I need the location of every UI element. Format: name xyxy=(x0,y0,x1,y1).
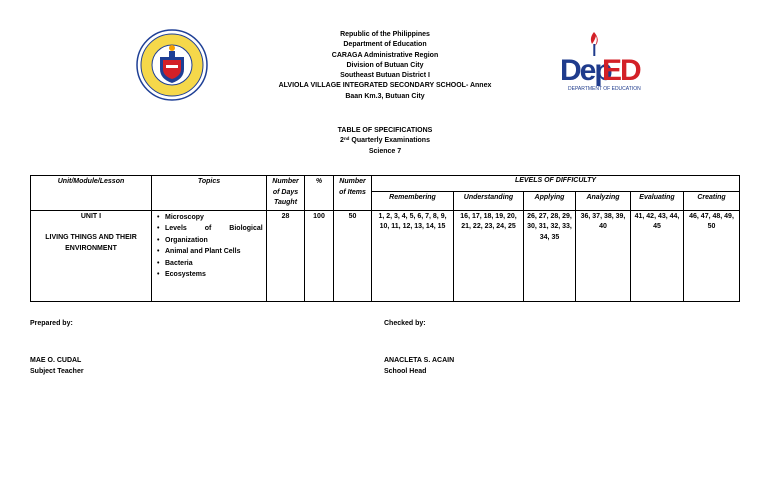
header-line-region: CARAGA Administrative Region xyxy=(331,51,439,59)
topic-levels-text: Levels of Biological xyxy=(165,225,263,232)
unit-title-line1: LIVING THINGS AND THEIR xyxy=(45,234,137,241)
deped-logo xyxy=(558,28,641,98)
col-topics-header: Topics xyxy=(152,176,267,211)
col-remembering-header: Remembering xyxy=(372,191,454,210)
title-quarter xyxy=(230,136,540,146)
col-percent-header: % xyxy=(305,176,334,211)
svg-text:Dep: Dep xyxy=(560,54,611,87)
days-cell: 28 xyxy=(267,210,305,301)
topics-list xyxy=(154,212,264,281)
list-item-continued: • Organization xyxy=(157,235,264,247)
items-cell: 50 xyxy=(334,210,372,301)
analyzing-cell: 36, 37, 38, 39, 40 xyxy=(576,210,631,301)
col-understanding-header: Understanding xyxy=(454,191,524,210)
col-unit-header: Unit/Module/Lesson xyxy=(31,176,152,211)
list-item: • Ecosystems xyxy=(157,269,264,281)
unit-title-line2: ENVIRONMENT xyxy=(65,244,117,252)
applying-cell: 26, 27, 28, 29, 30, 31, 32, 33, 34, 35 xyxy=(524,210,576,301)
title-tos: TABLE OF SPECIFICATIONS xyxy=(337,127,433,134)
header-line-address: Baan Km.3, Butuan City xyxy=(345,92,425,100)
list-item: • Animal and Plant Cells xyxy=(157,246,264,258)
list-item: • Bacteria xyxy=(157,258,264,270)
header-row-1 xyxy=(31,176,740,192)
list-item xyxy=(157,223,264,235)
levels-header: LEVELS OF DIFFICULTY xyxy=(372,176,740,192)
col-items-header xyxy=(334,176,372,211)
topics-cell xyxy=(152,210,267,301)
items-header-line1: Number xyxy=(339,178,366,185)
percent-cell: 100 xyxy=(305,210,334,301)
days-header-line3: Taught xyxy=(273,199,298,206)
header-line-department: Department of Education xyxy=(343,41,427,49)
col-days-header xyxy=(267,176,305,211)
list-item: • Microscopy xyxy=(157,212,264,224)
col-evaluating-header: Evaluating xyxy=(631,191,684,210)
preparer-name: MAE O. CUDAL xyxy=(30,357,82,364)
items-header-line2: of Items xyxy=(339,188,366,196)
header-line-division: Division of Butuan City xyxy=(346,61,424,69)
table-row xyxy=(31,210,740,301)
deped-seal-logo xyxy=(136,29,208,101)
unit-cell xyxy=(31,210,152,301)
days-header-line1: Number xyxy=(272,178,299,185)
document-title xyxy=(230,126,540,157)
understanding-cell: 16, 17, 18, 19, 20, 21, 22, 23, 24, 25 xyxy=(454,210,524,301)
header-line-district: Southeast Butuan District I xyxy=(340,72,430,80)
svg-text:DEPARTMENT OF EDUCATION: DEPARTMENT OF EDUCATION xyxy=(568,86,641,92)
checker-title: School Head xyxy=(384,368,427,375)
quarter-text: Quarterly Examinations xyxy=(349,137,430,145)
col-applying-header: Applying xyxy=(524,191,576,210)
checked-by-label: Checked by: xyxy=(384,320,426,327)
col-creating-header: Creating xyxy=(684,191,740,210)
days-header-line2: of Days xyxy=(272,188,299,196)
header-line-republic: Republic of the Philippines xyxy=(340,31,430,38)
svg-text:ED: ED xyxy=(602,54,640,87)
specifications-table xyxy=(30,175,740,302)
unit-number: UNIT I xyxy=(80,212,102,220)
creating-cell: 46, 47, 48, 49, 50 xyxy=(684,210,740,301)
preparer-title: Subject Teacher xyxy=(30,368,84,375)
quarter-number: 2 xyxy=(340,137,344,145)
school-header xyxy=(230,30,540,102)
title-subject: Science 7 xyxy=(368,147,402,155)
header-line-school: ALVIOLA VILLAGE INTEGRATED SECONDARY SCHOOL- Annex xyxy=(278,82,492,90)
quarter-suffix: nd xyxy=(343,136,350,142)
checker-name: ANACLETA S. ACAIN xyxy=(384,357,455,364)
col-analyzing-header: Analyzing xyxy=(576,191,631,210)
prepared-by-label: Prepared by: xyxy=(30,320,73,327)
evaluating-cell: 41, 42, 43, 44, 45 xyxy=(631,210,684,301)
remembering-cell: 1, 2, 3, 4, 5, 6, 7, 8, 9, 10, 11, 12, 13, 14, 15 xyxy=(372,210,454,301)
